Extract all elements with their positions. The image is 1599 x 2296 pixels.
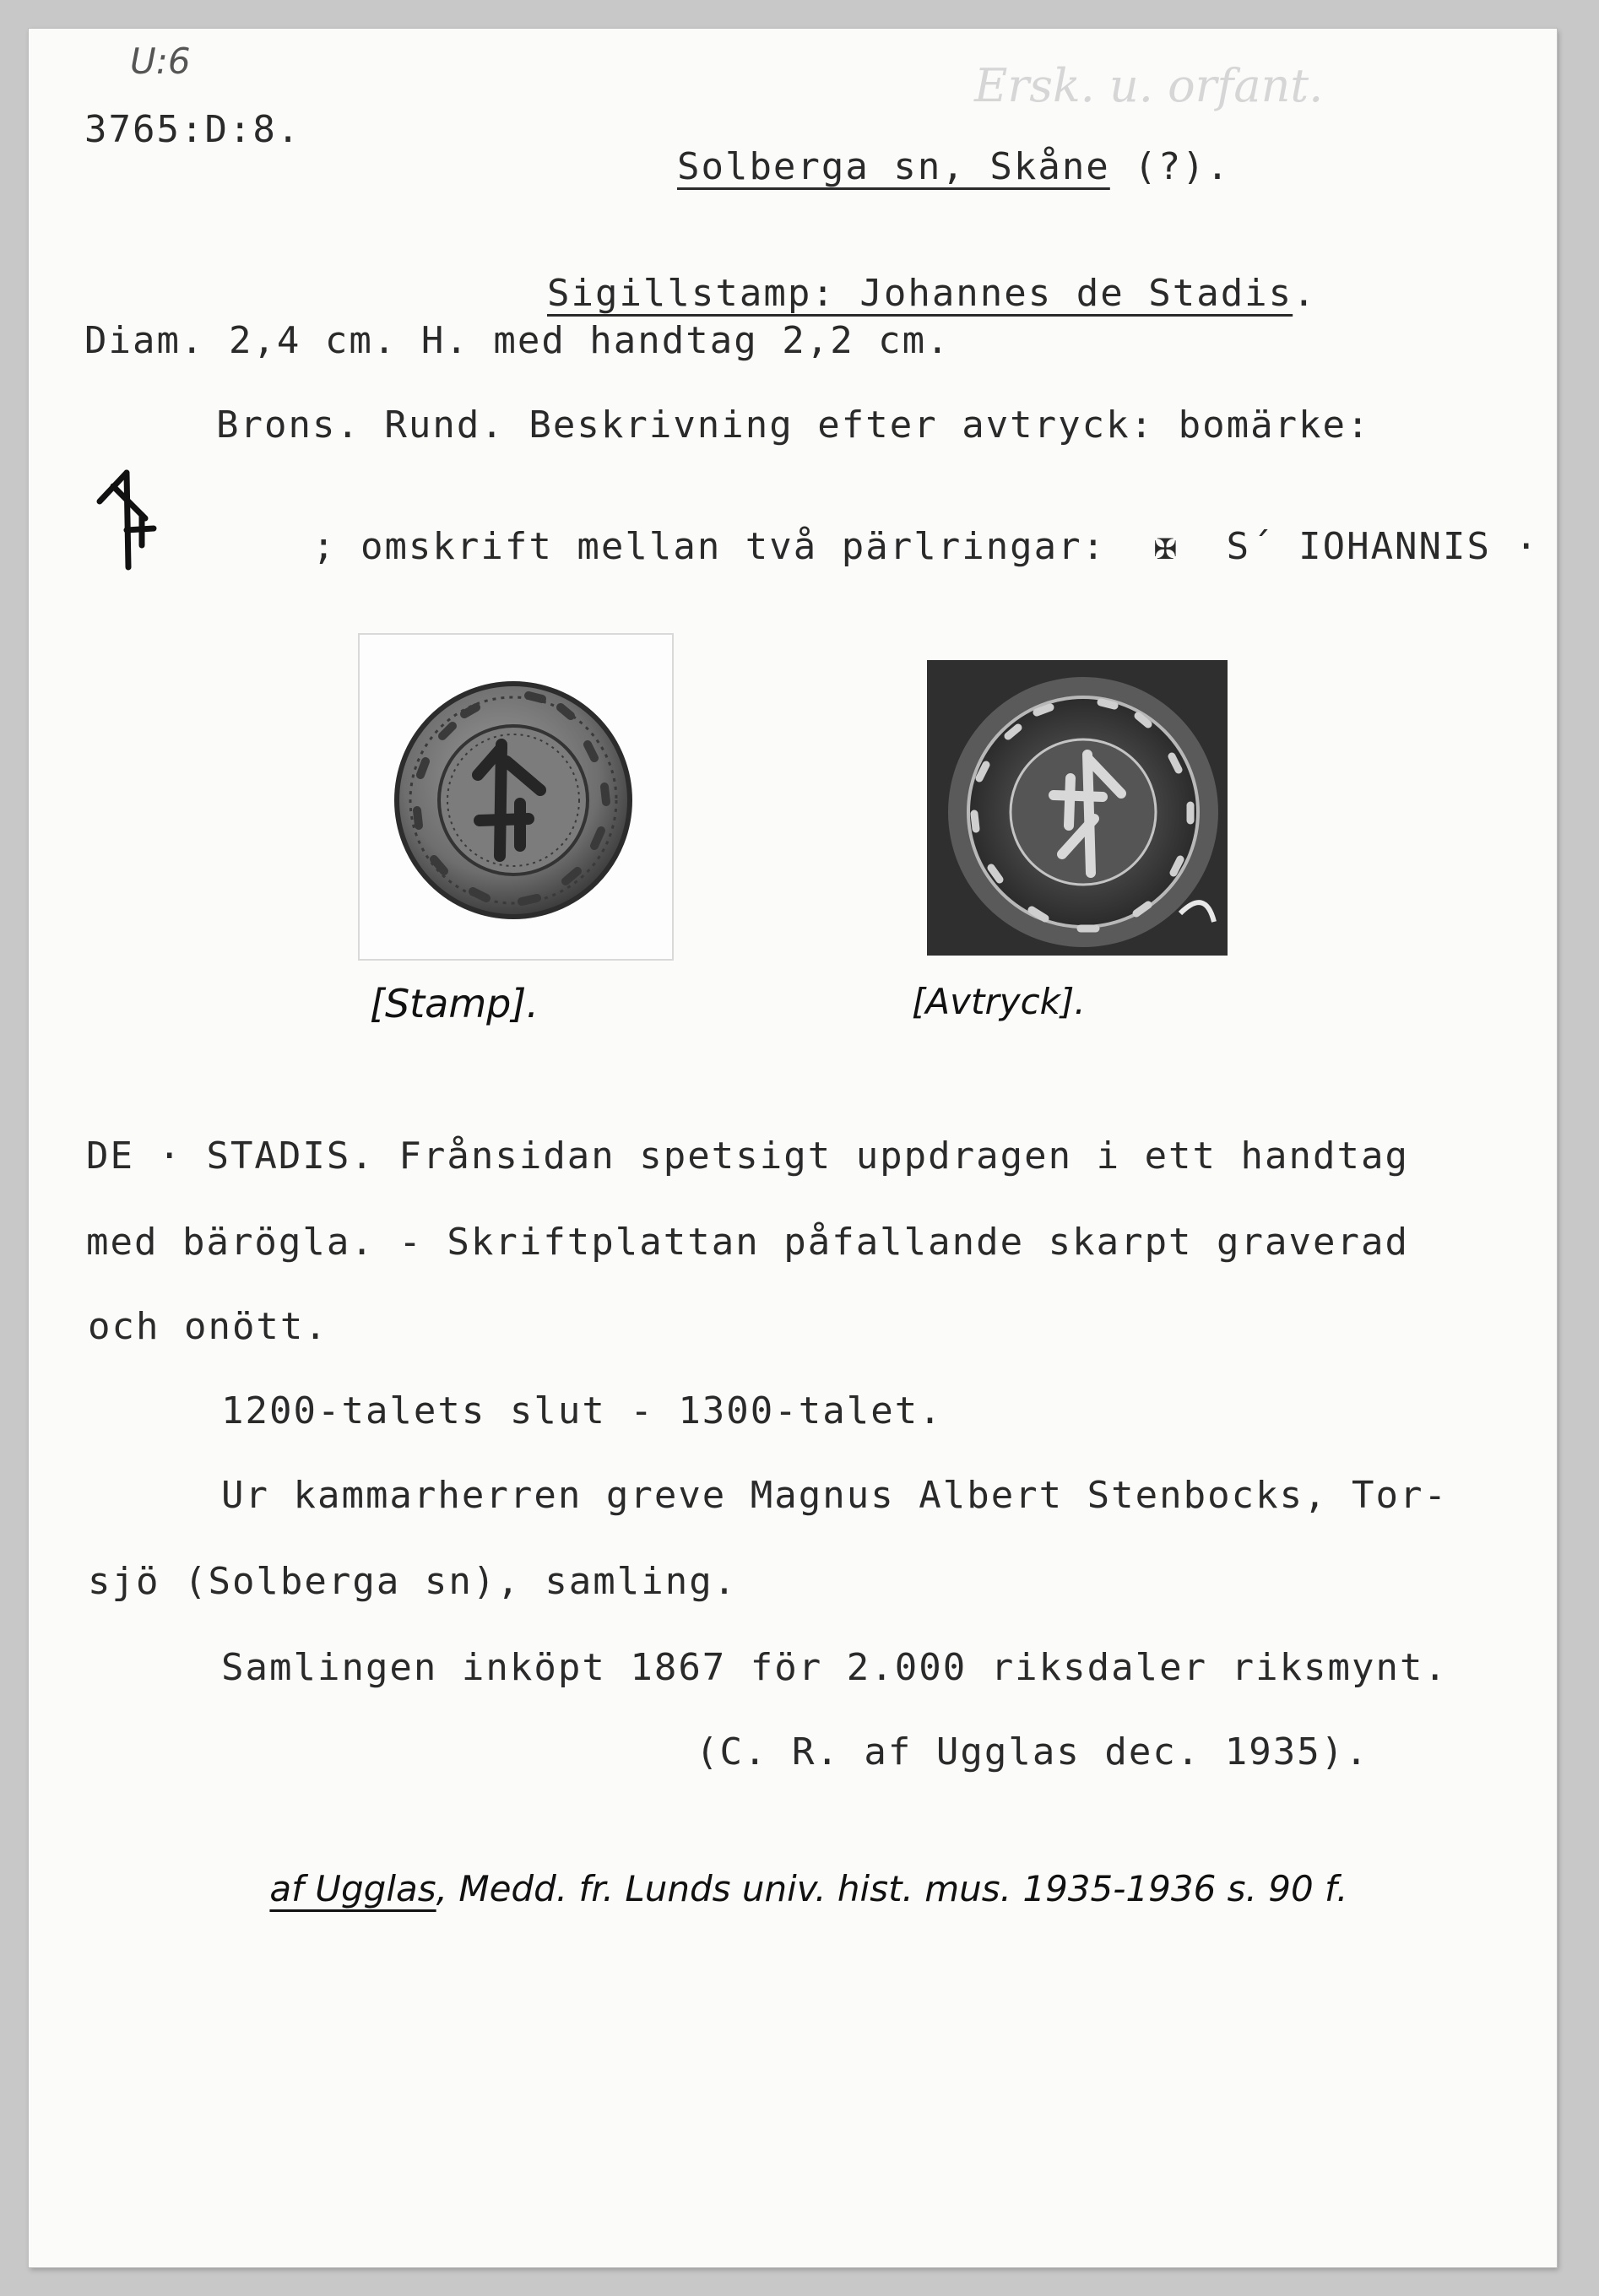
place-suffix: (?). — [1109, 145, 1231, 188]
place-heading — [581, 111, 1230, 223]
place-name: Solberga sn, Skåne — [676, 145, 1110, 188]
object-title: Sigillstamp: Johannes de Stadis. — [546, 272, 1317, 315]
description-line-2: ; omskrift mellan två pärlringar: ✠ S´ IOHANNIS · — [312, 525, 1539, 568]
reference-note — [225, 1827, 1347, 1951]
impression-caption: [Avtryck]. — [912, 981, 1086, 1022]
author-signature: (C. R. af Ugglas dec. 1935). — [696, 1730, 1369, 1773]
stamp-photo — [360, 635, 672, 959]
object-title-text: Sigillstamp: Johannes de Stadis — [546, 272, 1293, 315]
stamp-caption: [Stamp]. — [370, 981, 539, 1026]
provenance-line-2: sjö (Solberga sn), samling. — [88, 1560, 738, 1603]
dimensions: Diam. 2,4 cm. H. med handtag 2,2 cm. — [84, 319, 951, 362]
body-line-1: DE · STADIS. Frånsidan spetsigt uppdragen i ett handtag — [86, 1134, 1409, 1178]
corner-note: U:6 — [130, 41, 191, 82]
provenance-line-1: Ur kammarherren greve Magnus Albert Stenbocks, Tor- — [221, 1474, 1449, 1517]
reference-author: af Ugglas — [269, 1868, 436, 1909]
dating: 1200-talets slut - 1300-talet. — [221, 1389, 943, 1432]
faint-pencil-note: Ersk. u. orfant. — [974, 59, 1324, 112]
description-line-1: Brons. Rund. Beskrivning efter avtryck: bomärke: — [216, 403, 1371, 447]
reference-rest: , Medd. fr. Lunds univ. hist. mus. 1935-1936 s. 90 f. — [436, 1868, 1348, 1909]
cross-icon: ✠ — [1154, 525, 1179, 568]
body-line-2: med bärögla. - Skriftplattan påfallande skarpt graverad — [86, 1221, 1409, 1264]
purchase-note: Samlingen inköpt 1867 för 2.000 riksdaler riksmynt. — [221, 1646, 1449, 1689]
catalog-card — [29, 29, 1557, 2267]
catalog-number: 3765:D:8. — [84, 108, 301, 151]
impression-photo — [927, 660, 1228, 956]
house-mark-icon — [93, 468, 177, 572]
body-line-3: och onött. — [88, 1305, 328, 1348]
